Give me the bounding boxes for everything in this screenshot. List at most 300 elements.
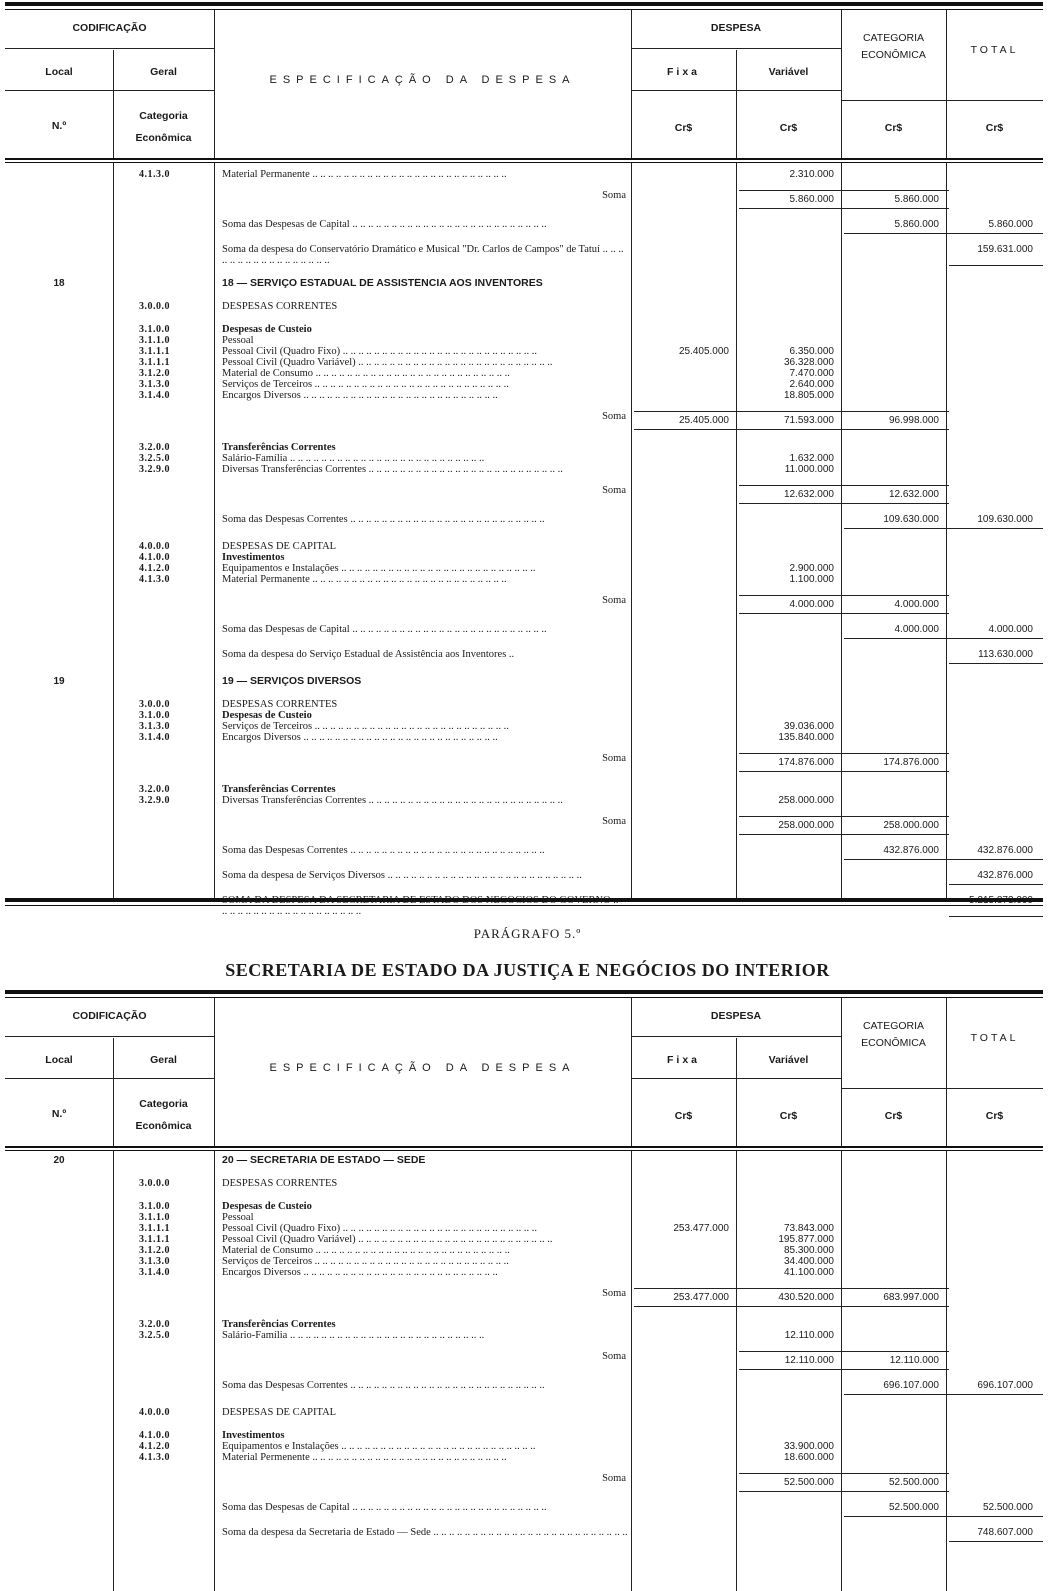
header-numero: N.º [51, 1108, 67, 1120]
local-number [5, 1234, 113, 1245]
table-row [5, 699, 1043, 710]
total-amount [949, 1473, 1043, 1492]
column-rule [841, 1151, 842, 1591]
category-code: 3.2.9.0 [139, 795, 170, 806]
local-number [5, 753, 113, 772]
variable-amount: 18.805.000 [783, 390, 834, 401]
description: DESPESAS CORRENTES [222, 699, 338, 710]
fixed-amount [634, 514, 739, 529]
fixed-amount [634, 721, 739, 732]
total-amount [949, 1319, 1043, 1330]
column-rule [946, 1151, 947, 1591]
header-despesa: DESPESA [710, 1010, 762, 1022]
total-amount [949, 442, 1043, 453]
total-amount [949, 595, 1043, 614]
variable-amount [739, 710, 844, 721]
fixed-amount [634, 357, 739, 368]
variable-amount [739, 676, 844, 687]
header-especificacao: ESPECIFICAÇÃO DA DESPESA [269, 1062, 576, 1074]
total-amount [949, 346, 1043, 357]
variable-amount: 18.600.000 [783, 1452, 834, 1463]
economic-category-amount [844, 324, 949, 335]
variable-amount: 174.876.000 [739, 753, 844, 772]
total-amount [949, 190, 1043, 209]
economic-category-amount [844, 676, 949, 687]
fixed-amount [634, 1319, 739, 1330]
economic-category-amount: 52.500.000 [844, 1473, 949, 1492]
fixed-amount [634, 301, 739, 312]
total-amount [949, 390, 1043, 401]
total-amount [949, 1234, 1043, 1245]
economic-category-amount [844, 721, 949, 732]
category-code [113, 278, 216, 289]
economic-category-amount [844, 1441, 949, 1452]
table-row [5, 710, 1043, 721]
description: Material Permenente .. .. [216, 1452, 634, 1463]
header-economica: Econômica [135, 1120, 192, 1132]
fixed-amount [634, 1502, 739, 1517]
category-code [113, 411, 216, 430]
local-number [5, 1201, 113, 1212]
column-rule [113, 1151, 114, 1591]
local-number [5, 453, 113, 464]
total-amount [949, 464, 1043, 475]
economic-category-amount: 258.000.000 [844, 816, 949, 835]
total-amount [949, 485, 1043, 504]
table-row [5, 278, 1043, 289]
variable-amount: 195.877.000 [778, 1234, 834, 1245]
table-row [5, 721, 1043, 732]
description: Pessoal Civil (Quadro Fixo) .. .. [216, 1223, 634, 1234]
table-header [5, 998, 1043, 1146]
economic-category-amount [844, 1407, 949, 1418]
description: Pessoal [222, 1212, 254, 1223]
economic-category-amount [844, 795, 949, 806]
total-amount [949, 368, 1043, 379]
category-code [113, 514, 216, 529]
variable-amount [739, 278, 844, 289]
local-number [5, 541, 113, 552]
economic-category-amount [844, 1256, 949, 1267]
description: Soma da despesa do Conservatório Dramático e Musical "Dr. Carlos de Campos" de Tatuí .. .. .. .. .. .. .. .. .. .. .. .. .. .. .. .. .. [222, 244, 624, 266]
table-row [5, 379, 1043, 390]
economic-category-amount [844, 1245, 949, 1256]
table-row [5, 442, 1043, 453]
table-row [5, 1502, 1043, 1517]
variable-amount [739, 541, 844, 552]
variable-amount [739, 244, 844, 266]
local-number [5, 710, 113, 721]
table-row [5, 1201, 1043, 1212]
fixed-amount [634, 816, 739, 835]
header-categoria: Categoria [139, 110, 188, 122]
header-variavel: Variável [768, 66, 809, 78]
variable-amount: 33.900.000 [783, 1441, 834, 1452]
description: 18 — SERVIÇO ESTADUAL DE ASSISTÊNCIA AOS INVENTORES [222, 278, 543, 289]
description: Soma das Despesas de Capital .. .. [216, 219, 634, 234]
variable-amount: 12.110.000 [739, 1351, 844, 1370]
fixed-amount [634, 624, 739, 639]
total-amount [949, 1288, 1043, 1307]
economic-category-amount [844, 541, 949, 552]
header-total: TOTAL [970, 1032, 1019, 1044]
description: Despesas de Custeio [222, 324, 312, 335]
variable-amount: 6.350.000 [789, 346, 834, 357]
fixed-amount [634, 699, 739, 710]
category-code [113, 816, 216, 835]
economic-category-amount: 12.110.000 [844, 1351, 949, 1370]
category-code [113, 649, 216, 664]
currency-total: Cr$ [985, 1110, 1004, 1122]
category-code [113, 845, 216, 860]
total-amount [949, 1178, 1043, 1189]
local-number: 20 [53, 1155, 65, 1166]
description: Soma [602, 1288, 626, 1299]
economic-category-amount [844, 1430, 949, 1441]
variable-amount [739, 845, 844, 860]
table-row [5, 1441, 1043, 1452]
table-row [5, 464, 1043, 475]
total-amount [949, 541, 1043, 552]
table-row [5, 1407, 1043, 1418]
local-number [5, 301, 113, 312]
description: Transferências Correntes [222, 784, 336, 795]
economic-category-amount [844, 1155, 949, 1166]
table-row [5, 1234, 1043, 1245]
fixed-amount [634, 453, 739, 464]
description: Pessoal Civil (Quadro Fixo) .. .. [216, 346, 634, 357]
description: Transferências Correntes [222, 442, 336, 453]
local-number [5, 1473, 113, 1492]
fixed-amount [634, 574, 739, 585]
currency-variavel: Cr$ [779, 1110, 798, 1122]
table-row [5, 453, 1043, 464]
description: Soma [602, 411, 626, 422]
description: SOMA DA DESPESA DA SECRETARIA DE ESTADO DOS NEGÓCIOS DO GOVERNO .. .. .. .. .. .. .. .. .. .. .. .. .. .. .. .. .. .. .. [222, 895, 619, 917]
variable-amount [739, 1527, 844, 1542]
table-row [5, 169, 1043, 180]
variable-amount: 1.632.000 [789, 453, 834, 464]
fixed-amount [634, 552, 739, 563]
description: Diversas Transferências Correntes .. .. [216, 464, 634, 475]
category-code: 3.1.1.1 [139, 357, 170, 368]
economic-category-amount [844, 1452, 949, 1463]
header-categoria: Categoria [139, 1098, 188, 1110]
category-code: 3.1.4.0 [139, 390, 170, 401]
description: Soma da despesa de Serviços Diversos .. .. [216, 870, 634, 885]
total-amount [949, 1330, 1043, 1341]
table-row [5, 219, 1043, 234]
total-amount: 4.000.000 [949, 624, 1043, 639]
local-number [5, 1351, 113, 1370]
local-number: 19 [53, 676, 65, 687]
economic-category-amount: 109.630.000 [844, 514, 949, 529]
category-code [113, 190, 216, 209]
local-number [5, 324, 113, 335]
column-rule [841, 163, 842, 898]
variable-amount [739, 699, 844, 710]
total-amount [949, 816, 1043, 835]
header-geral: Geral [150, 1054, 177, 1066]
local-number [5, 357, 113, 368]
table-body [5, 163, 1043, 917]
economic-category-amount: 5.860.000 [844, 219, 949, 234]
local-number [5, 732, 113, 743]
header-top-rule [5, 2, 1043, 10]
header-fixa: Fixa [666, 66, 700, 78]
table-row [5, 563, 1043, 574]
description: Encargos Diversos .. .. [216, 1267, 634, 1278]
total-amount [949, 710, 1043, 721]
total-amount [949, 335, 1043, 346]
fixed-amount [634, 485, 739, 504]
description: Soma [602, 816, 626, 827]
description: DESPESAS DE CAPITAL [222, 541, 337, 552]
table-header [5, 10, 1043, 158]
category-code: 3.0.0.0 [139, 301, 170, 312]
fixed-amount [634, 278, 739, 289]
table-row [5, 1319, 1043, 1330]
total-amount: 5.860.000 [949, 219, 1043, 234]
total-amount [949, 1351, 1043, 1370]
variable-amount [739, 442, 844, 453]
category-code [113, 624, 216, 639]
table-row [5, 795, 1043, 806]
fixed-amount [634, 732, 739, 743]
economic-category-amount [844, 278, 949, 289]
header-codificacao: CODIFICAÇÃO [72, 1010, 147, 1022]
description: Soma [602, 595, 626, 606]
fixed-amount [634, 1452, 739, 1463]
economic-category-amount [844, 357, 949, 368]
description: Soma da despesa do Serviço Estadual de Assistência aos Inventores .. [222, 649, 515, 660]
total-amount [949, 563, 1043, 574]
variable-amount: 73.843.000 [783, 1223, 834, 1234]
local-number [5, 335, 113, 346]
table-row [5, 574, 1043, 585]
local-number: 18 [53, 278, 65, 289]
local-number [5, 595, 113, 614]
description: Soma [602, 485, 626, 496]
local-number [5, 563, 113, 574]
column-rule [736, 163, 737, 898]
total-amount [949, 411, 1043, 430]
description: Soma das Despesas de Capital .. .. [216, 1502, 634, 1517]
description: 19 — SERVIÇOS DIVERSOS [222, 676, 362, 687]
variable-amount [739, 219, 844, 234]
economic-category-amount [844, 710, 949, 721]
fixed-amount [634, 190, 739, 209]
total-amount [949, 1441, 1043, 1452]
local-number [5, 1441, 113, 1452]
economic-category-amount [844, 1527, 949, 1542]
total-amount: 52.500.000 [949, 1502, 1043, 1517]
table-row [5, 676, 1043, 687]
economic-category-amount [844, 870, 949, 885]
economic-category-amount [844, 563, 949, 574]
local-number [5, 1502, 113, 1517]
fixed-amount [634, 1178, 739, 1189]
total-amount: 159.631.000 [949, 244, 1043, 266]
economic-category-amount [844, 379, 949, 390]
local-number [5, 244, 113, 266]
fixed-amount: 253.477.000 [673, 1223, 729, 1234]
local-number [5, 1527, 113, 1542]
budget-table-2 [5, 990, 1043, 1591]
variable-amount: 52.500.000 [739, 1473, 844, 1492]
economic-category-amount [844, 169, 949, 180]
fixed-amount [634, 335, 739, 346]
total-amount [949, 753, 1043, 772]
description: Salário-Família .. .. [216, 1330, 634, 1341]
variable-amount: 12.110.000 [784, 1330, 834, 1341]
total-amount [949, 357, 1043, 368]
description: Serviços de Terceiros .. .. [216, 379, 634, 390]
total-amount [949, 278, 1043, 289]
fixed-amount [634, 442, 739, 453]
header-codificacao: CODIFICAÇÃO [72, 22, 147, 34]
total-amount [949, 732, 1043, 743]
header-numero: N.º [51, 120, 67, 132]
fixed-amount [634, 541, 739, 552]
header-variavel: Variável [768, 1054, 809, 1066]
fixed-amount [634, 845, 739, 860]
economic-category-amount [844, 368, 949, 379]
budget-table-1 [5, 2, 1043, 917]
economic-category-amount [844, 1234, 949, 1245]
total-amount [949, 301, 1043, 312]
category-code: 3.2.0.0 [139, 784, 170, 795]
local-number [5, 721, 113, 732]
total-amount [949, 379, 1043, 390]
economic-category-amount [844, 1267, 949, 1278]
local-number [5, 1288, 113, 1307]
total-amount [949, 1256, 1043, 1267]
category-code: 3.1.1.0 [139, 1212, 170, 1223]
category-code [113, 1155, 216, 1166]
variable-amount [739, 1319, 844, 1330]
economic-category-amount [844, 301, 949, 312]
total-amount [949, 1452, 1043, 1463]
column-rule [736, 1151, 737, 1591]
table-row [5, 357, 1043, 368]
economic-category-amount [844, 346, 949, 357]
total-amount: 113.630.000 [949, 649, 1043, 664]
variable-amount: 258.000.000 [739, 816, 844, 835]
local-number [5, 1245, 113, 1256]
economic-category-amount [844, 244, 949, 266]
category-code: 3.2.5.0 [139, 1330, 170, 1341]
fixed-amount [634, 1330, 739, 1341]
variable-amount: 4.000.000 [739, 595, 844, 614]
table-row [5, 1452, 1043, 1463]
variable-amount [739, 870, 844, 885]
variable-amount [739, 324, 844, 335]
table-row [5, 411, 1043, 430]
variable-amount: 12.632.000 [739, 485, 844, 504]
economic-category-amount: 4.000.000 [844, 624, 949, 639]
column-rule [631, 1151, 632, 1591]
category-code: 4.1.3.0 [139, 574, 170, 585]
variable-amount [739, 649, 844, 664]
economic-category-amount: 12.632.000 [844, 485, 949, 504]
description: Encargos Diversos .. .. [216, 390, 634, 401]
local-number [5, 870, 113, 885]
category-code: 3.2.0.0 [139, 1319, 170, 1330]
table-row [5, 1288, 1043, 1307]
fixed-amount [634, 795, 739, 806]
fixed-amount: 25.405.000 [634, 411, 739, 430]
table-row [5, 514, 1043, 529]
economic-category-amount [844, 552, 949, 563]
local-number [5, 552, 113, 563]
category-code: 3.0.0.0 [139, 1178, 170, 1189]
table-row [5, 1256, 1043, 1267]
local-number [5, 649, 113, 664]
variable-amount [739, 1430, 844, 1441]
description: Despesas de Custeio [222, 710, 312, 721]
description: Soma das Despesas Correntes .. .. [216, 845, 634, 860]
table-row [5, 649, 1043, 664]
variable-amount [739, 514, 844, 529]
description: Pessoal Civil (Quadro Variável) .. .. [216, 357, 634, 368]
description: Encargos Diversos .. .. [216, 732, 634, 743]
fixed-amount [634, 1380, 739, 1395]
category-code [113, 595, 216, 614]
total-amount [949, 784, 1043, 795]
variable-amount [739, 1380, 844, 1395]
description: Investimentos [222, 1430, 285, 1441]
fixed-amount [634, 169, 739, 180]
total-amount [949, 324, 1043, 335]
description: Soma das Despesas de Capital .. .. [216, 624, 634, 639]
table-row [5, 390, 1043, 401]
table-row [5, 552, 1043, 563]
fixed-amount: 25.405.000 [678, 346, 729, 357]
table-row [5, 335, 1043, 346]
header-total: TOTAL [970, 44, 1019, 56]
economic-category-amount [844, 442, 949, 453]
description: Equipamentos e Instalações .. .. [216, 563, 634, 574]
economic-category-amount [844, 699, 949, 710]
category-code: 4.1.3.0 [139, 1452, 170, 1463]
variable-amount: 2.900.000 [789, 563, 834, 574]
economic-category-amount [844, 784, 949, 795]
category-code [113, 676, 216, 687]
description: Soma [602, 1473, 626, 1484]
description: Material Permanente .. .. [216, 574, 634, 585]
variable-amount: 135.840.000 [778, 732, 834, 743]
currency-categoria: Cr$ [884, 1110, 903, 1122]
variable-amount [739, 301, 844, 312]
category-code: 4.1.2.0 [139, 1441, 170, 1452]
variable-amount: 258.000.000 [778, 795, 834, 806]
description: Soma [602, 190, 626, 201]
variable-amount [739, 1407, 844, 1418]
variable-amount: 36.328.000 [783, 357, 834, 368]
fixed-amount [634, 1527, 739, 1542]
description: Equipamentos e Instalações .. .. [216, 1441, 634, 1452]
economic-category-amount [844, 1319, 949, 1330]
table-row [5, 732, 1043, 743]
local-number [5, 699, 113, 710]
category-code [113, 1380, 216, 1395]
economic-category-amount [844, 335, 949, 346]
table-row [5, 190, 1043, 209]
header-local: Local [45, 66, 73, 78]
fixed-amount [634, 649, 739, 664]
economic-category-amount [844, 1223, 949, 1234]
